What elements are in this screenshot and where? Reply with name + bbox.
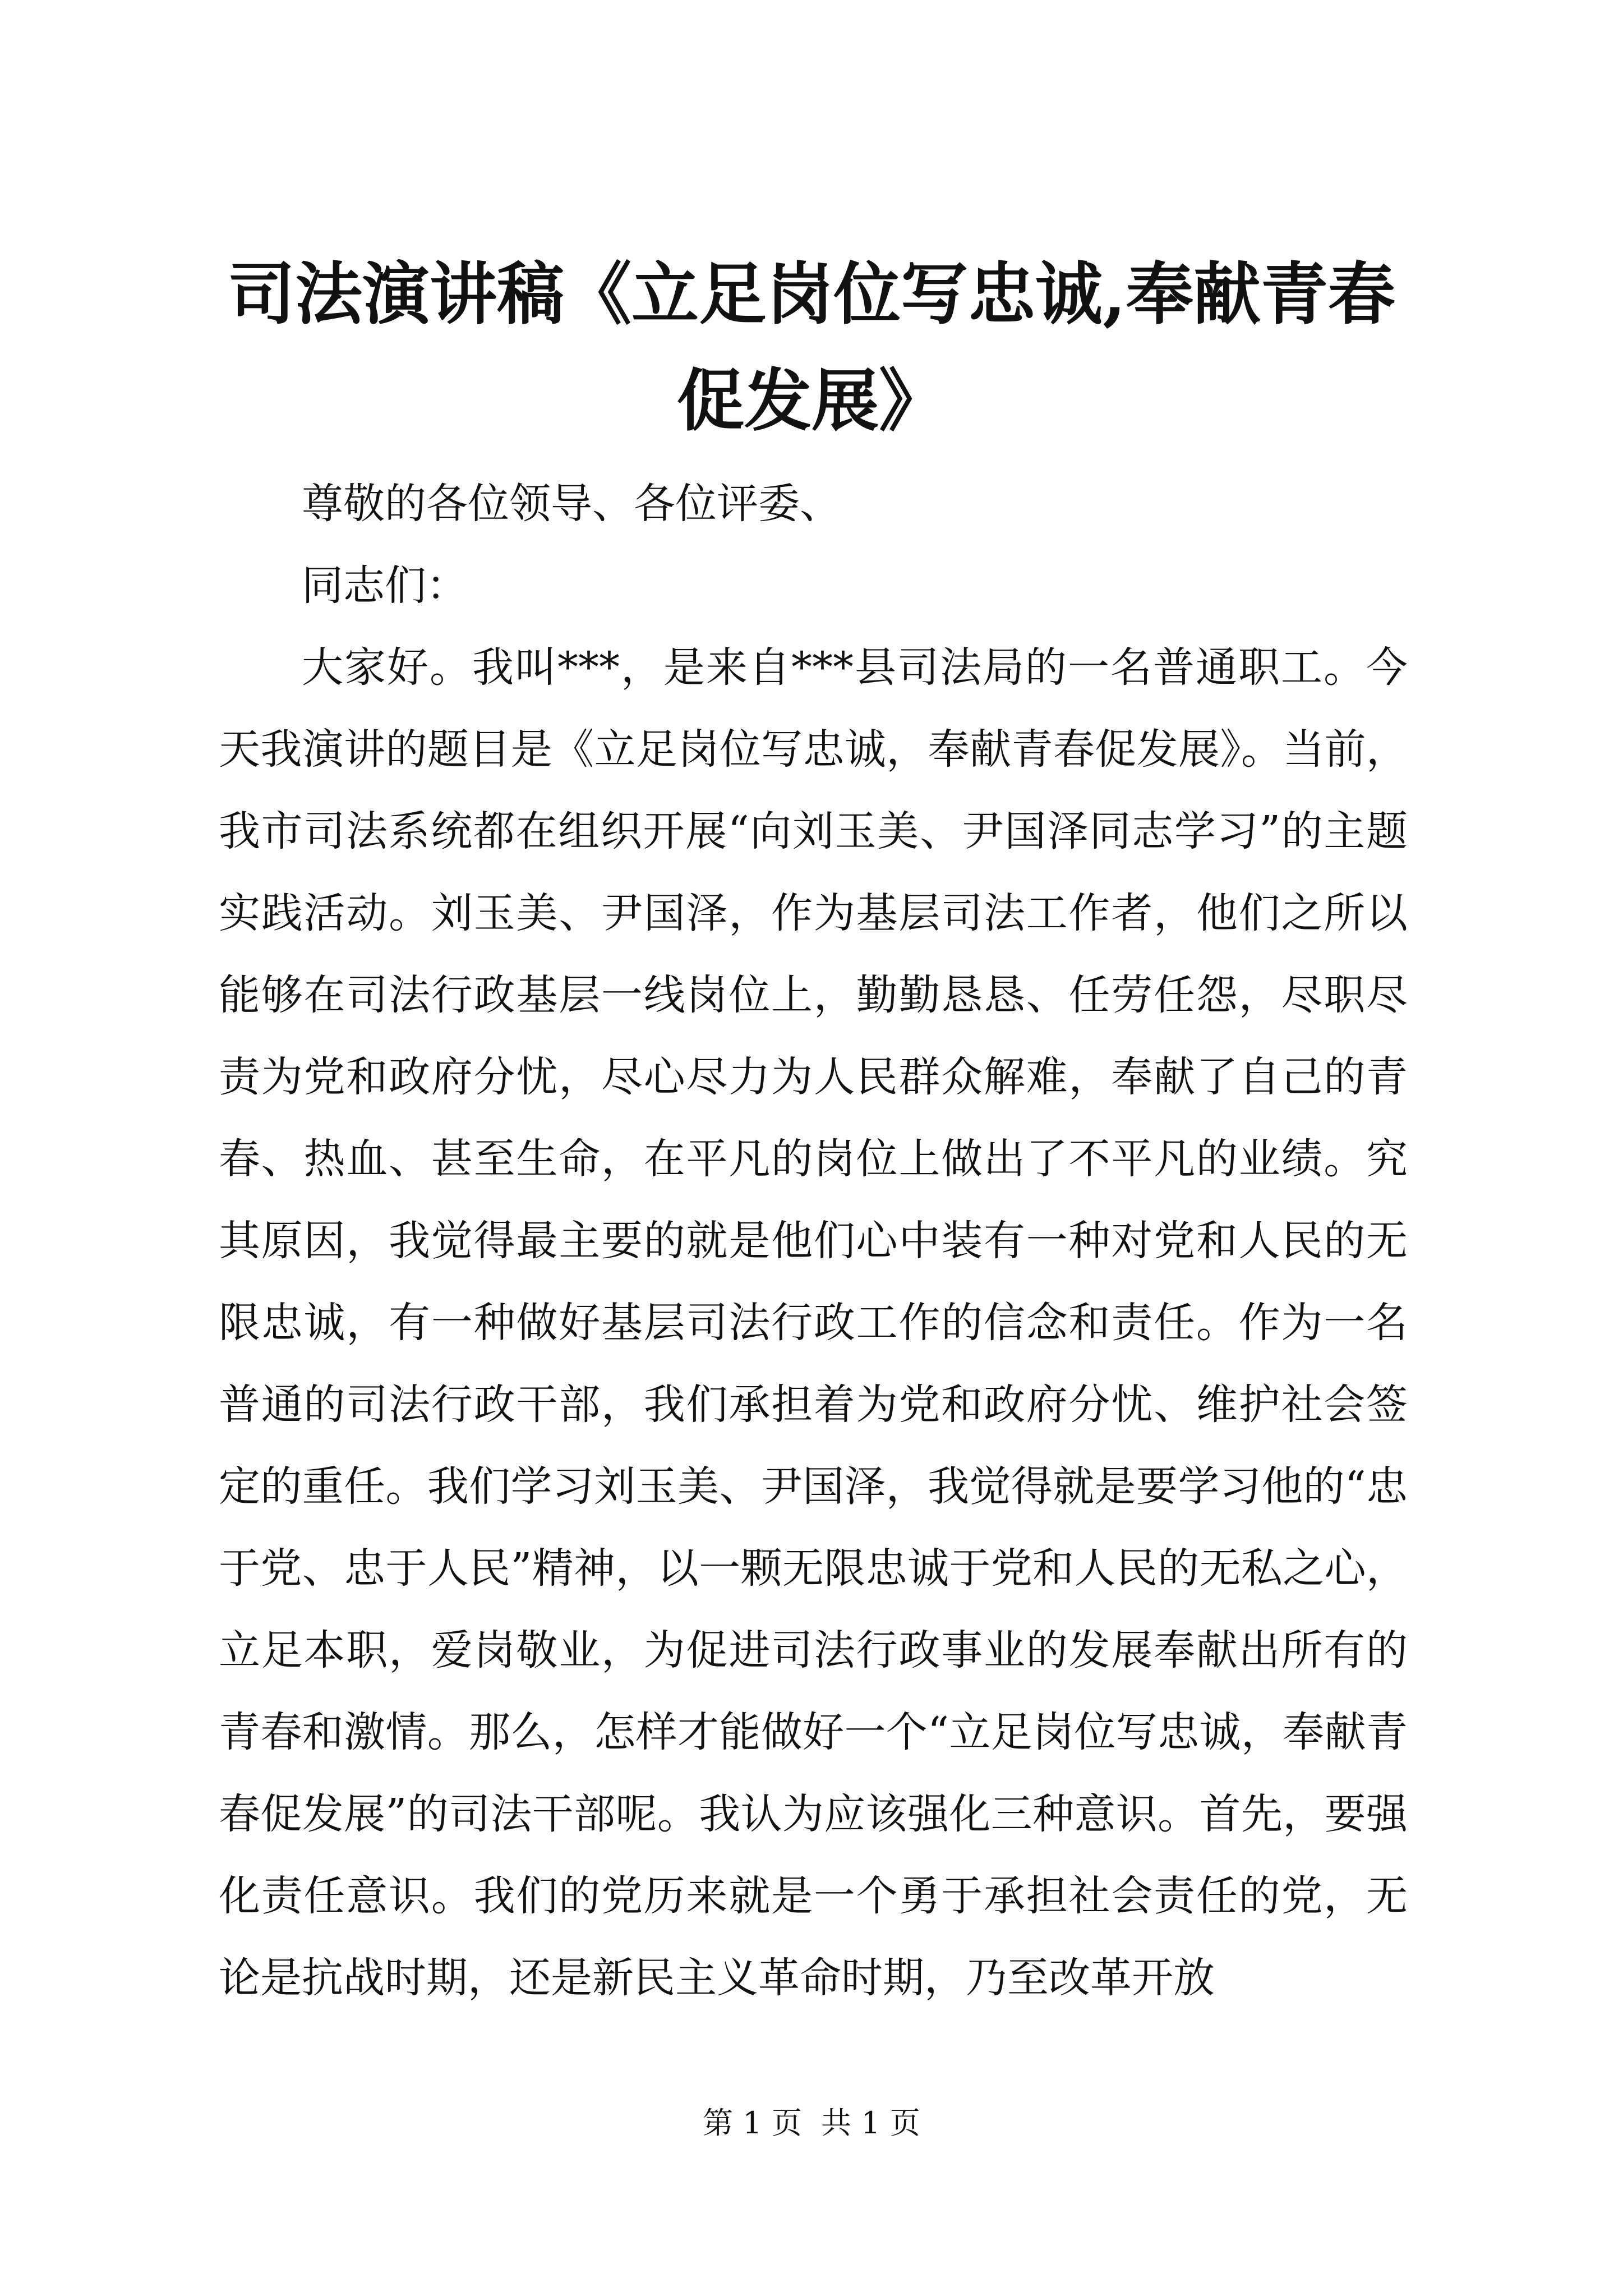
- salutation-line-2: 同志们：: [302, 562, 468, 610]
- page-footer: [0, 2101, 1623, 2146]
- salutation-line-1: 尊敬的各位领导、各位评委、: [302, 480, 841, 528]
- body-paragraph: 大家好。我叫***，是来自***县司法局的一名普通职工。今天我演讲的题目是《立足岗位写忠诚，奉献青春促发展》。当前，我市司法系统都在组织开展“向刘玉美、尹国泽同志学习”的主题实践活动。刘玉美、尹国泽，作为基层司法工作者，他们之所以能够在司法行政基层一线岗位上，勤勤恳恳、任劳任怨，尽职尽责为党和政府分忧，尽心尽力为人民群众解难，奉献了自己的青春、热血、甚至生命，在平凡的岗位上做出了不平凡的业绩。究其原因，我觉得最主要的就是他们心中装有一种对党和人民的无限忠诚，有一种做好基层司法行政工作的信念和责任。作为一名普通的司法行政干部，我们承担着为党和政府分忧、维护社会签定的重任。我们学习刘玉美、尹国泽，我觉得就是要学习他的“忠于党、忠于人民”精神，以一颗无限忠诚于党和人民的无私之心，立足本职，爱岗敬业，为促进司法行政事业的发展奉献出所有的青春和激情。那么，怎样才能做好一个“立足岗位写忠诚，奉献青春促发展”的司法干部呢。我认为应该强化三种意识。首先，要强化责任意识。我们的党历来就是一个勇于承担社会责任的党，无论是抗战时期，还是新民主义革命时期，乃至改革开放: [219, 643, 1408, 2002]
- document-title: 司法演讲稿《立足岗位写忠诚,奉献青春促发展》: [228, 255, 1395, 440]
- page-number-label: 第 1 页 共 1 页: [703, 2105, 920, 2141]
- document-body: [219, 463, 1408, 2019]
